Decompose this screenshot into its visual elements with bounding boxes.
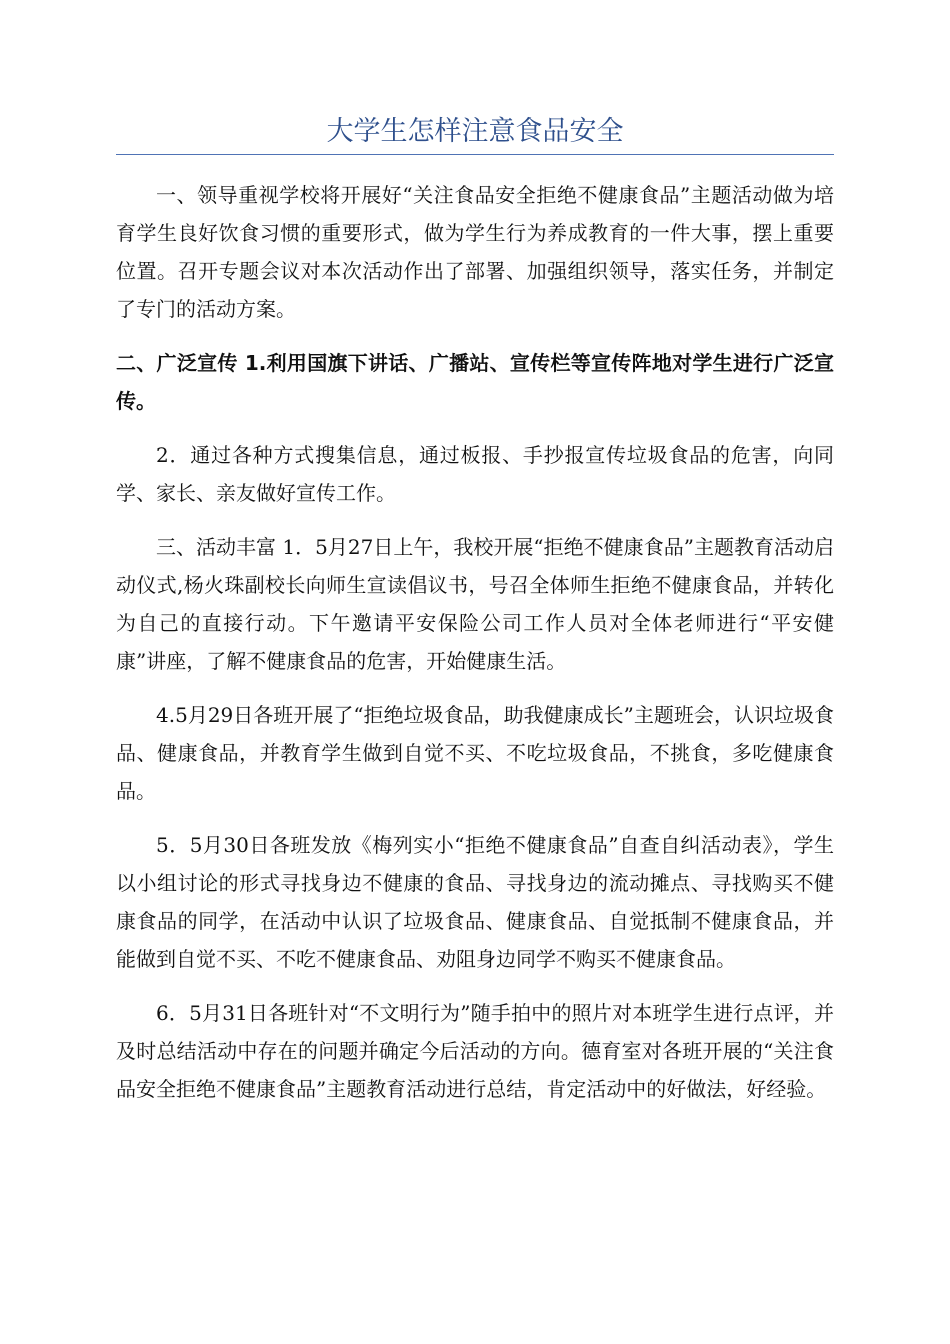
paragraph-5: 4.5月29日各班开展了“拒绝垃圾食品，助我健康成长”主题班会，认识垃圾食品、健康食品，并教育学生做到自觉不买、不吃垃圾食品，不挑食，多吃健康食品。 bbox=[116, 703, 834, 803]
paragraph-6: 5．5月30日各班发放《梅列实小“拒绝不健康食品”自查自纠活动表》，学生以小组讨论的形式寻找身边不健康的食品、寻找身边的流动摊点、寻找购买不健康食品的同学，在活动中认识了垃圾食品、健康食品、自觉抵制不健康食品，并能做到自觉不买、不吃不健康食品、劝阻身边同学不购买不健康食品。 bbox=[116, 833, 834, 971]
paragraph-7: 6．5月31日各班针对“不文明行为”随手拍中的照片对本班学生进行点评，并及时总结活动中存在的问题并确定今后活动的方向。德育室对各班开展的“关注食品安全拒绝不健康食品”主题教育活动进行总结，肯定活动中的好做法，好经验。 bbox=[116, 1001, 834, 1101]
paragraph-4: 三、活动丰富 1．5月27日上午，我校开展“拒绝不健康食品”主题教育活动启动仪式,杨火珠副校长向师生宣读倡议书，号召全体师生拒绝不健康食品，并转化为自己的直接行动。下午邀请平安保险公司工作人员对全体老师进行“平安健康”讲座，了解不健康食品的危害，开始健康生活。 bbox=[116, 535, 834, 673]
section-heading-2: 二、广泛宣传 1.利用国旗下讲话、广播站、宣传栏等宣传阵地对学生进行广泛宣传。 bbox=[116, 351, 834, 413]
paragraph-3: 2．通过各种方式搜集信息，通过板报、手抄报宣传垃圾食品的危害，向同学、家长、亲友做好宣传工作。 bbox=[116, 443, 834, 505]
title-underline bbox=[116, 154, 834, 155]
paragraph-1: 一、领导重视学校将开展好“关注食品安全拒绝不健康食品”主题活动做为培育学生良好饮食习惯的重要形式，做为学生行为养成教育的一件大事，摆上重要位置。召开专题会议对本次活动作出了部署、加强组织领导，落实任务，并制定了专门的活动方案。 bbox=[116, 183, 834, 321]
document-title: 大学生怎样注意食品安全 bbox=[326, 116, 624, 147]
document-body bbox=[116, 176, 834, 1124]
